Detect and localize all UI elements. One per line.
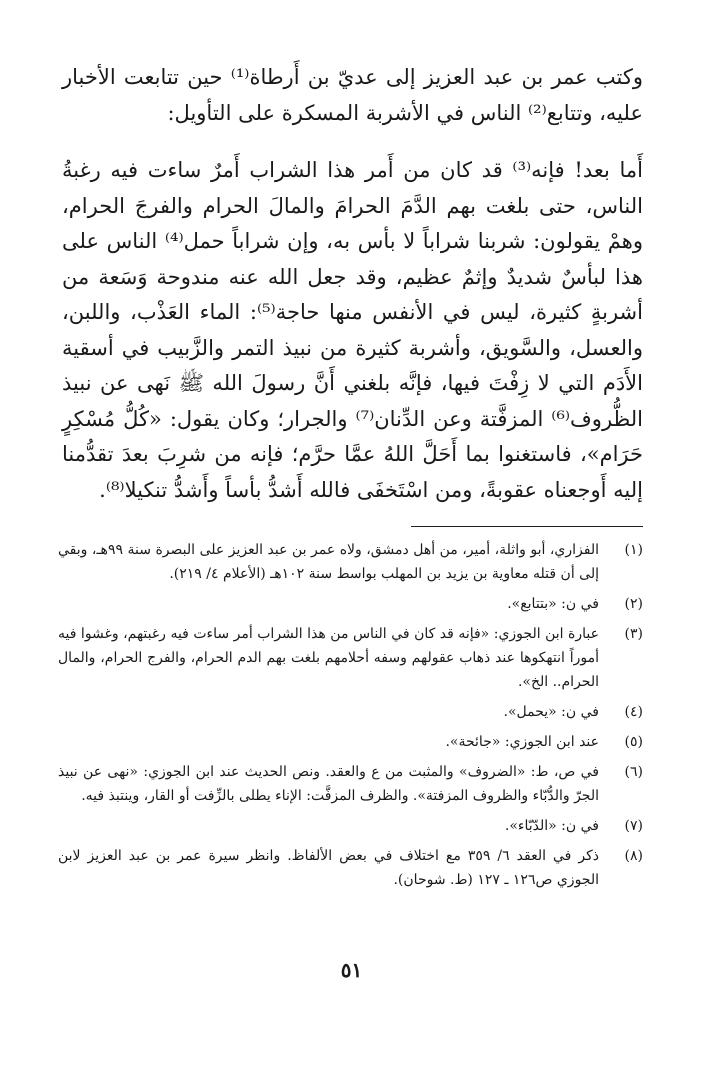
intro-paragraph: وكتب عمر بن عبد العزيز إلى عديّ بن أَرطاة⁽¹⁾ حين تتابعت الأخبار عليه، وتتابع⁽²⁾ الناس في الأشربة المسكرة على التأويل: [62, 65, 643, 125]
footnote-text: ذكر في العقد ٦/ ٣٥٩ مع اختلاف في بعض الألفاظ. وانظر سيرة عمر بن عبد العزيز لابن الجوزي ص١٢٦ ـ ١٢٧ (ط. شوحان). [58, 848, 599, 888]
footnotes [58, 538, 643, 898]
footnote-text: في ن: «يحمل». [503, 704, 599, 720]
footnote-number: (٦) [624, 764, 643, 780]
footnote-5 [58, 730, 643, 754]
footnote-number: (٤) [624, 704, 643, 720]
footnote-number: (٨) [624, 848, 643, 864]
footnote-text: في ن: «الدّبّاء». [504, 818, 599, 834]
page-number: ٥١ [340, 958, 363, 982]
footnote-7 [58, 814, 643, 838]
footnote-1 [58, 538, 643, 586]
footnote-number: (١) [624, 542, 643, 558]
footnote-text: عند ابن الجوزي: «جائحة». [445, 734, 599, 750]
footnote-number: (٣) [624, 626, 643, 642]
footnote-text: الفزاري، أبو واثلة، أمير، من أهل دمشق، ولاه عمر بن عبد العزيز على البصرة سنة ٩٩هـ، وبقي إلى أن قتله معاوية بن يزيد بن المهلب بواسط سنة ١٠٢هـ (الأعلام ٤/ ٢١٩). [58, 542, 599, 582]
footnote-4 [58, 700, 643, 724]
footnote-text: في ص، ط: «الضروف» والمثبت من ع والعقد. ونص الحديث عند ابن الجوزي: «نهى عن نبيذ الجرّ والدُّبّاء والظروف المزفتة». والظرف المزفَّت: الإناء يطلى بالزِّفت أو القار، وينتبذ فيه. [58, 764, 599, 804]
footnote-text: عبارة ابن الجوزي: «فإنه قد كان في الناس من هذا الشراب أمر ساءت فيه رغبتهم، وغشوا فيه أموراً انتهكوها عند ذهاب عقولهم وسفه أحلامهم بلغت بهم الدم الحرام، والفرج الحرام، والمال الحرام.. الخ». [58, 626, 599, 690]
footnote-separator [411, 526, 643, 527]
footnote-6 [58, 760, 643, 808]
footnote-number: (٧) [624, 818, 643, 834]
footnote-number: (٥) [624, 734, 643, 750]
letter-paragraph: أَما بعد! فإنه⁽³⁾ قد كان من أَمر هذا الشراب أَمرٌ ساءت فيه رغبةُ الناس، حتى بلغت بهم الدَّمَ الحرامَ والمالَ الحرام والفرجَ الحرام، وهمْ يقولون: شربنا شراباً لا بأس به، وإن شراباً حمل⁽⁴⁾ الناس على هذا لبأسٌ شديدٌ وإثمٌ عظيم، وقد جعل الله عنه مندوحة وَسَعة من أشربةٍ كثيرة، ليس في الأنفس منها حاجة⁽⁵⁾: الماء العَذْب، واللبن، والعسل، والسَّويق، وأشربة كثيرة من نبيذ التمر والزَّبيب في أسقية الأَدَم التي لا زِفْتَ فيها، فإنَّه بلغني أَنَّ رسولَ الله ﷺ نَهى عن نبيذ الظُّروف⁽⁶⁾ المزفَّتة وعن الدِّنان⁽⁷⁾ والجرار؛ وكان يقول: «كُلُّ مُسْكِرٍ حَرَام»، فاستغنوا بما أَحَلَّ اللهُ عمَّا حرَّم؛ فإنه من شرِبَ بعدَ تقدُّمنا إليه أَوجعناه عقوبةً، ومن اسْتَخفَى فالله أَشدُّ بأساً وأَشدُّ تنكيلا⁽⁸⁾. [62, 158, 643, 502]
main-text [62, 60, 643, 508]
footnote-2 [58, 592, 643, 616]
footnote-text: في ن: «بتتابع». [507, 596, 599, 612]
footnote-number: (٢) [624, 596, 643, 612]
footnote-3 [58, 622, 643, 694]
footnote-8 [58, 844, 643, 892]
